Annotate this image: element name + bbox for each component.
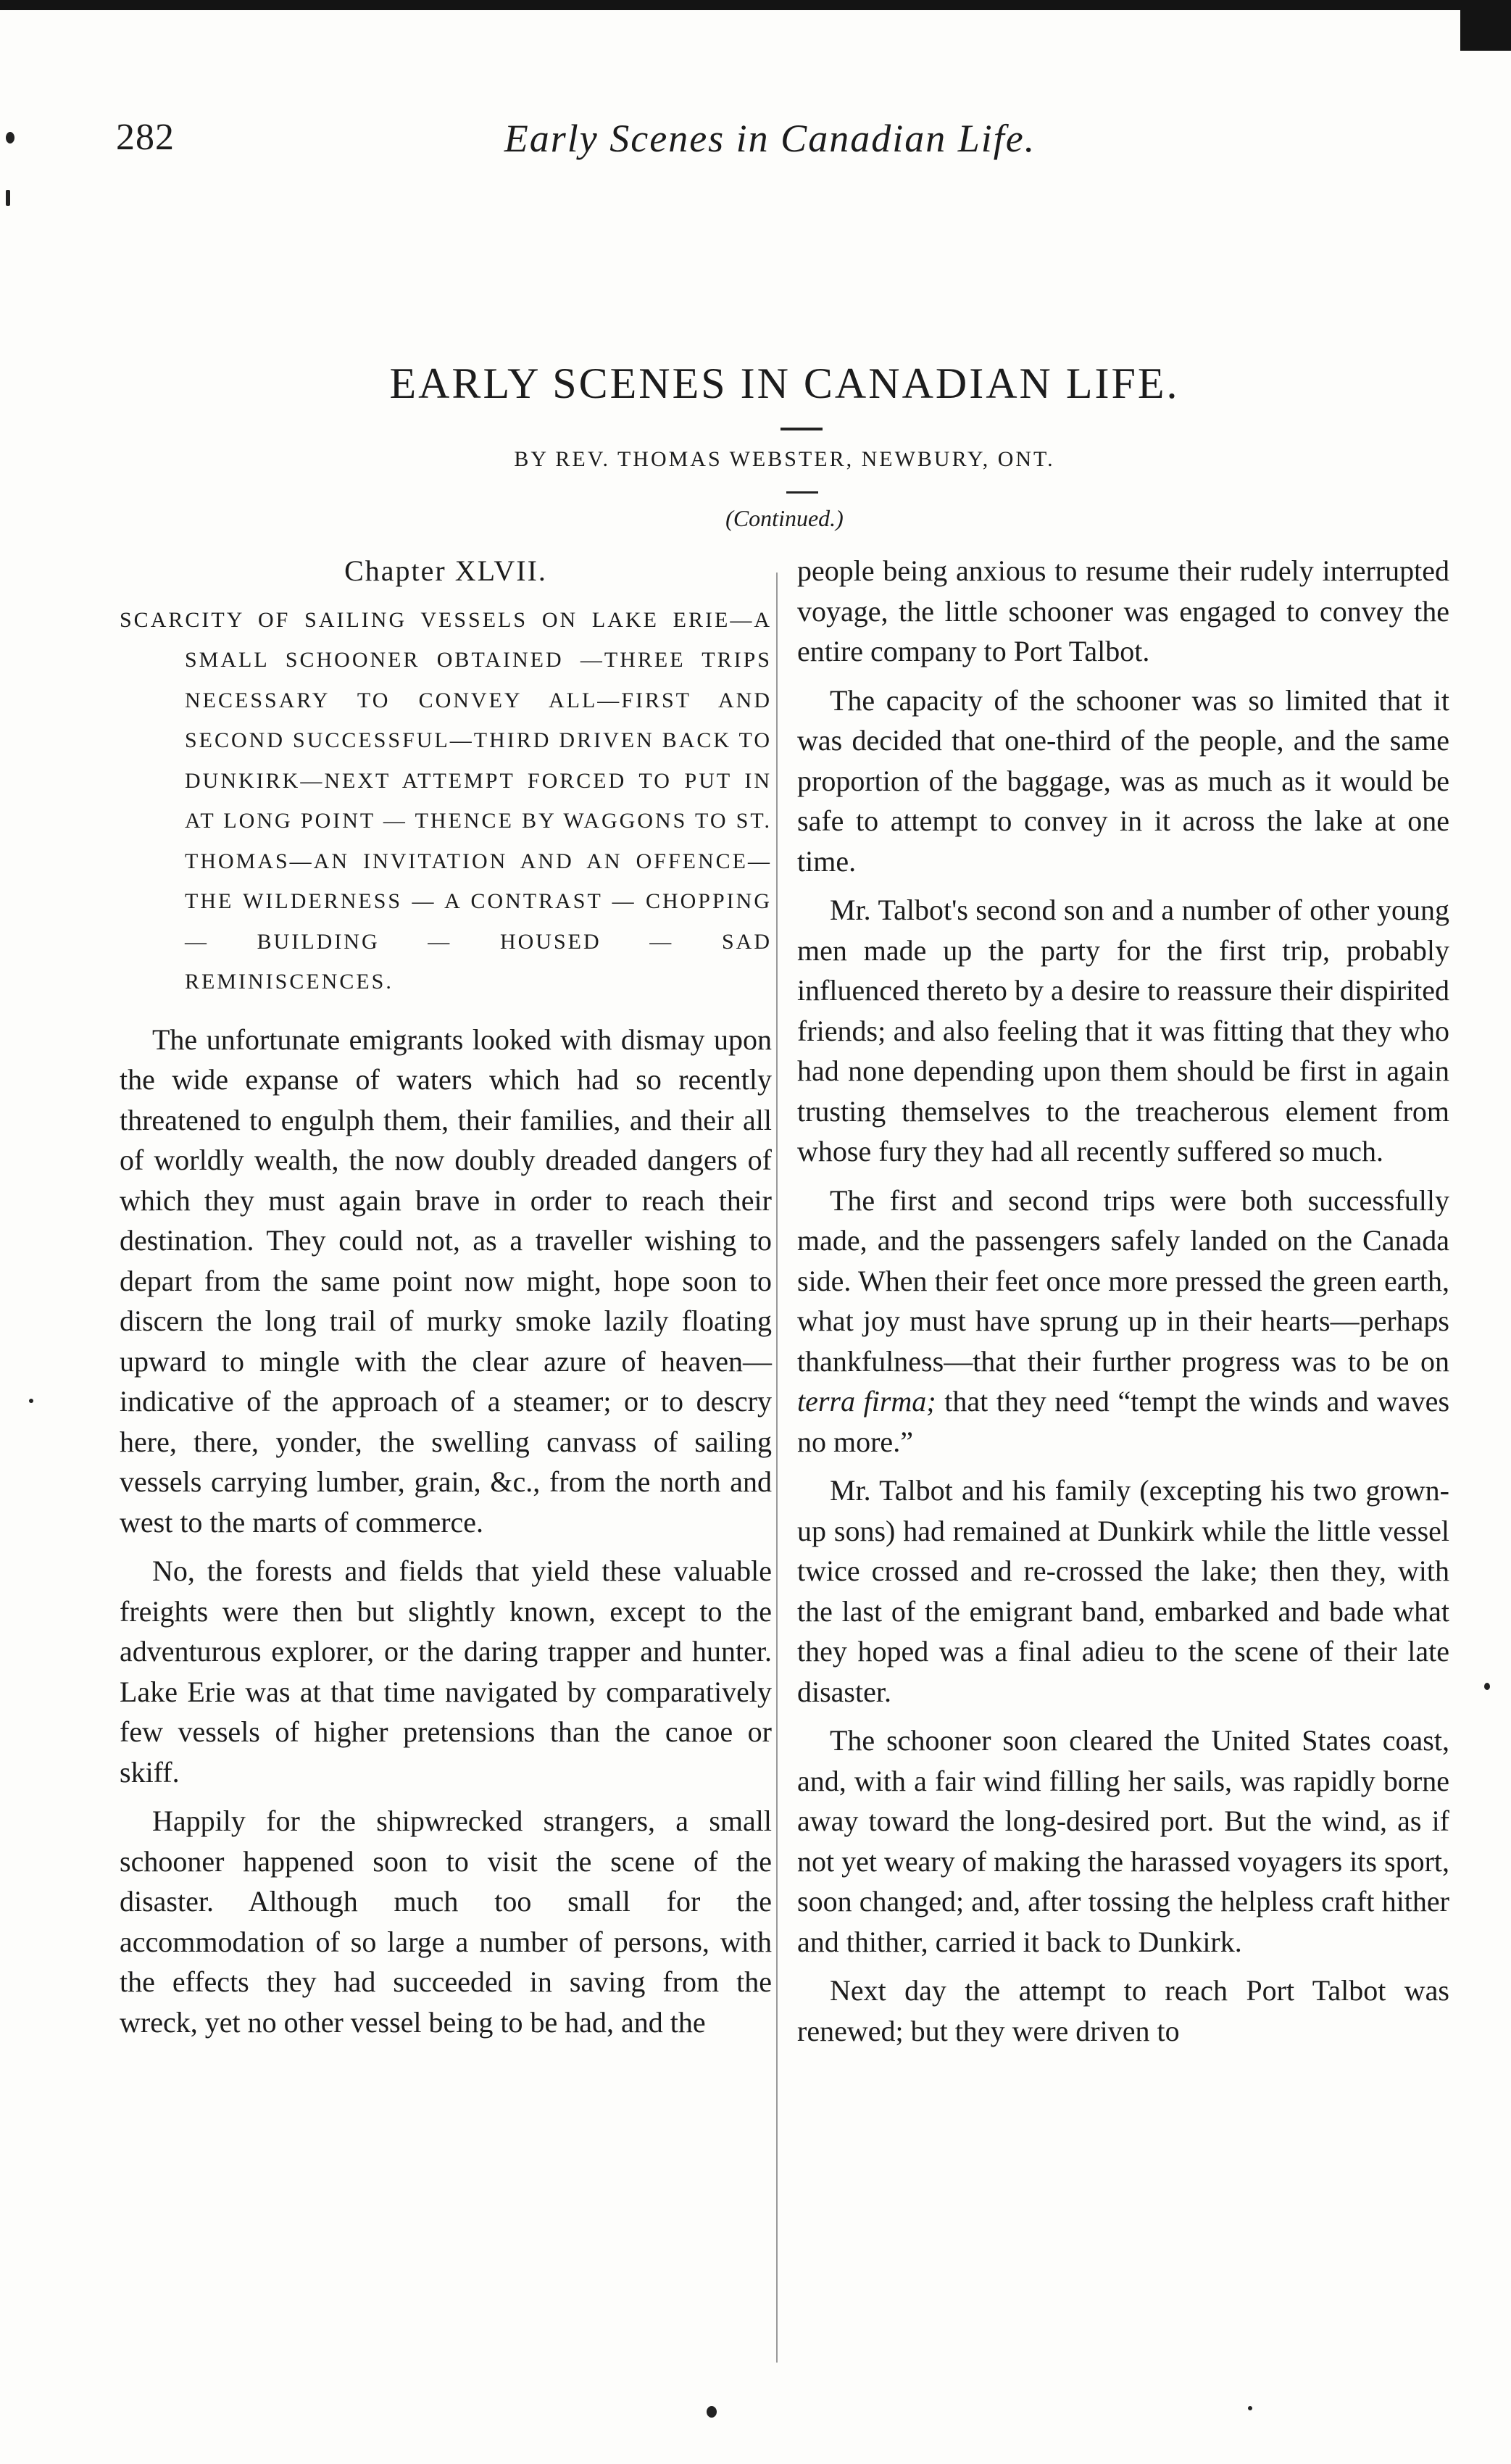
body-paragraph [797, 1181, 1449, 1462]
italic-phrase: terra firma; [797, 1385, 936, 1418]
margin-speck [1248, 2406, 1252, 2410]
body-paragraph: Next day the attempt to reach Port Talbot was renewed; but they were driven to [797, 1974, 1449, 2047]
body-paragraph: No, the forests and fields that yield these valuable freights were then but slightly known, except to the adventurous explorer, or the daring trapper and hunter. Lake Erie was at that time navigated by comparatively few vessels of higher pretensions than the canoe or skiff. [120, 1554, 772, 1789]
running-title: Early Scenes in Canadian Life. [504, 117, 1036, 160]
column-divider [776, 573, 778, 2363]
page-number: 282 [116, 117, 175, 158]
body-paragraph-continued: people being anxious to resume their rudely interrupted voyage, the little schooner was engaged to convey the entire company to Port Talbot. [797, 554, 1449, 667]
chapter-heading: Chapter XLVII. [344, 554, 547, 587]
body-paragraph: Mr. Talbot's second son and a number of other young men made up the party for the first trip, probably influenced thereto by a desire to reassure their dispirited friends; and also feeling that it was fitting that they who had none depending upon them should be first in again trusting themselves to the treacherous element from whose fury they had all recently suffered so much. [797, 894, 1449, 1168]
body-paragraph: The capacity of the schooner was so limited that it was decided that one-third of the people, and the same proportion of the baggage, was as much as it would be safe to attempt to convey in it across the lake at one time. [797, 683, 1449, 878]
left-column [120, 551, 772, 2042]
paragraph-text: that they need “tempt the winds and waves no more.” [797, 1385, 1450, 1458]
page-corner-mark [1460, 0, 1511, 51]
chapter-summary: SCARCITY OF SAILING VESSELS ON LAKE ERIE—A SMALL SCHOONER OBTAINED —THREE TRIPS NECESSARY TO CONVEY ALL—FIRST AND SECOND SUCCESSFUL—THIRD DRIVEN BACK TO DUNKIRK—NEXT ATTEMPT FORCED TO PUT IN AT LONG POINT — THENCE BY WAGGONS TO ST. THOMAS—AN INVITATION AND AN OFFENCE—THE WILDERNESS — A CONTRAST — CHOPPING— BUILDING — HOUSED — SAD REMINISCENCES. [120, 607, 772, 994]
byline: BY REV. THOMAS WEBSTER, NEWBURY, ONT. [514, 447, 1055, 471]
margin-speck [6, 190, 10, 206]
body-paragraph: Happily for the shipwrecked strangers, a small schooner happened soon to visit the scene of the disaster. Although much too small for the accommodation of so large a number of persons, with the effects they had succeeded in saving from the wreck, yet no other vessel being to be had, and the [120, 1805, 772, 2039]
body-paragraph: Mr. Talbot and his family (excepting his two grown-up sons) had remained at Dunkirk while the little vessel twice crossed and re-crossed the lake; then they, with the last of the emigrant band, embarked and bade what they hoped was a final adieu to the scene of their late disaster. [797, 1474, 1449, 1708]
margin-speck [1484, 1683, 1490, 1690]
continued-note: (Continued.) [725, 505, 844, 531]
body-paragraph: The unfortunate emigrants looked with dismay upon the wide expanse of waters which had so recently threatened to engulph them, their families, and their all of worldly wealth, the now doubly dreaded dangers of which they must again brave in order to reach their destination. They could not, as a traveller wishing to depart from the same point now might, hope soon to discern the long trail of murky smoke lazily floating upward to mingle with the clear azure of heaven—indicative of the approach of a steamer; or to descry here, there, yonder, the swelling canvass of sailing vessels carrying lumber, grain, &c., from the north and west to the marts of commerce. [120, 1023, 772, 1539]
body-paragraph: The schooner soon cleared the United States coast, and, with a fair wind filling her sails, was rapidly borne away toward the long-desired port. But the wind, as if not yet weary of making the harassed voyagers its sport, soon changed; and, after tossing the helpless craft hither and thither, carried it back to Dunkirk. [797, 1724, 1449, 1958]
margin-speck [707, 2406, 717, 2418]
margin-speck [29, 1399, 33, 1403]
byline-rule [786, 491, 818, 494]
paragraph-text: The first and second trips were both successfully made, and the passengers safely landed on the Canada side. When their feet once more pressed the green earth, what joy must have sprung up in their hearts—perhaps thankfulness—that their further progress was to be on [797, 1183, 1449, 1378]
title-rule [781, 428, 823, 430]
article-title: EARLY SCENES IN CANADIAN LIFE. [389, 359, 1180, 407]
page-top-edge [0, 0, 1511, 10]
right-column [797, 551, 1449, 2051]
